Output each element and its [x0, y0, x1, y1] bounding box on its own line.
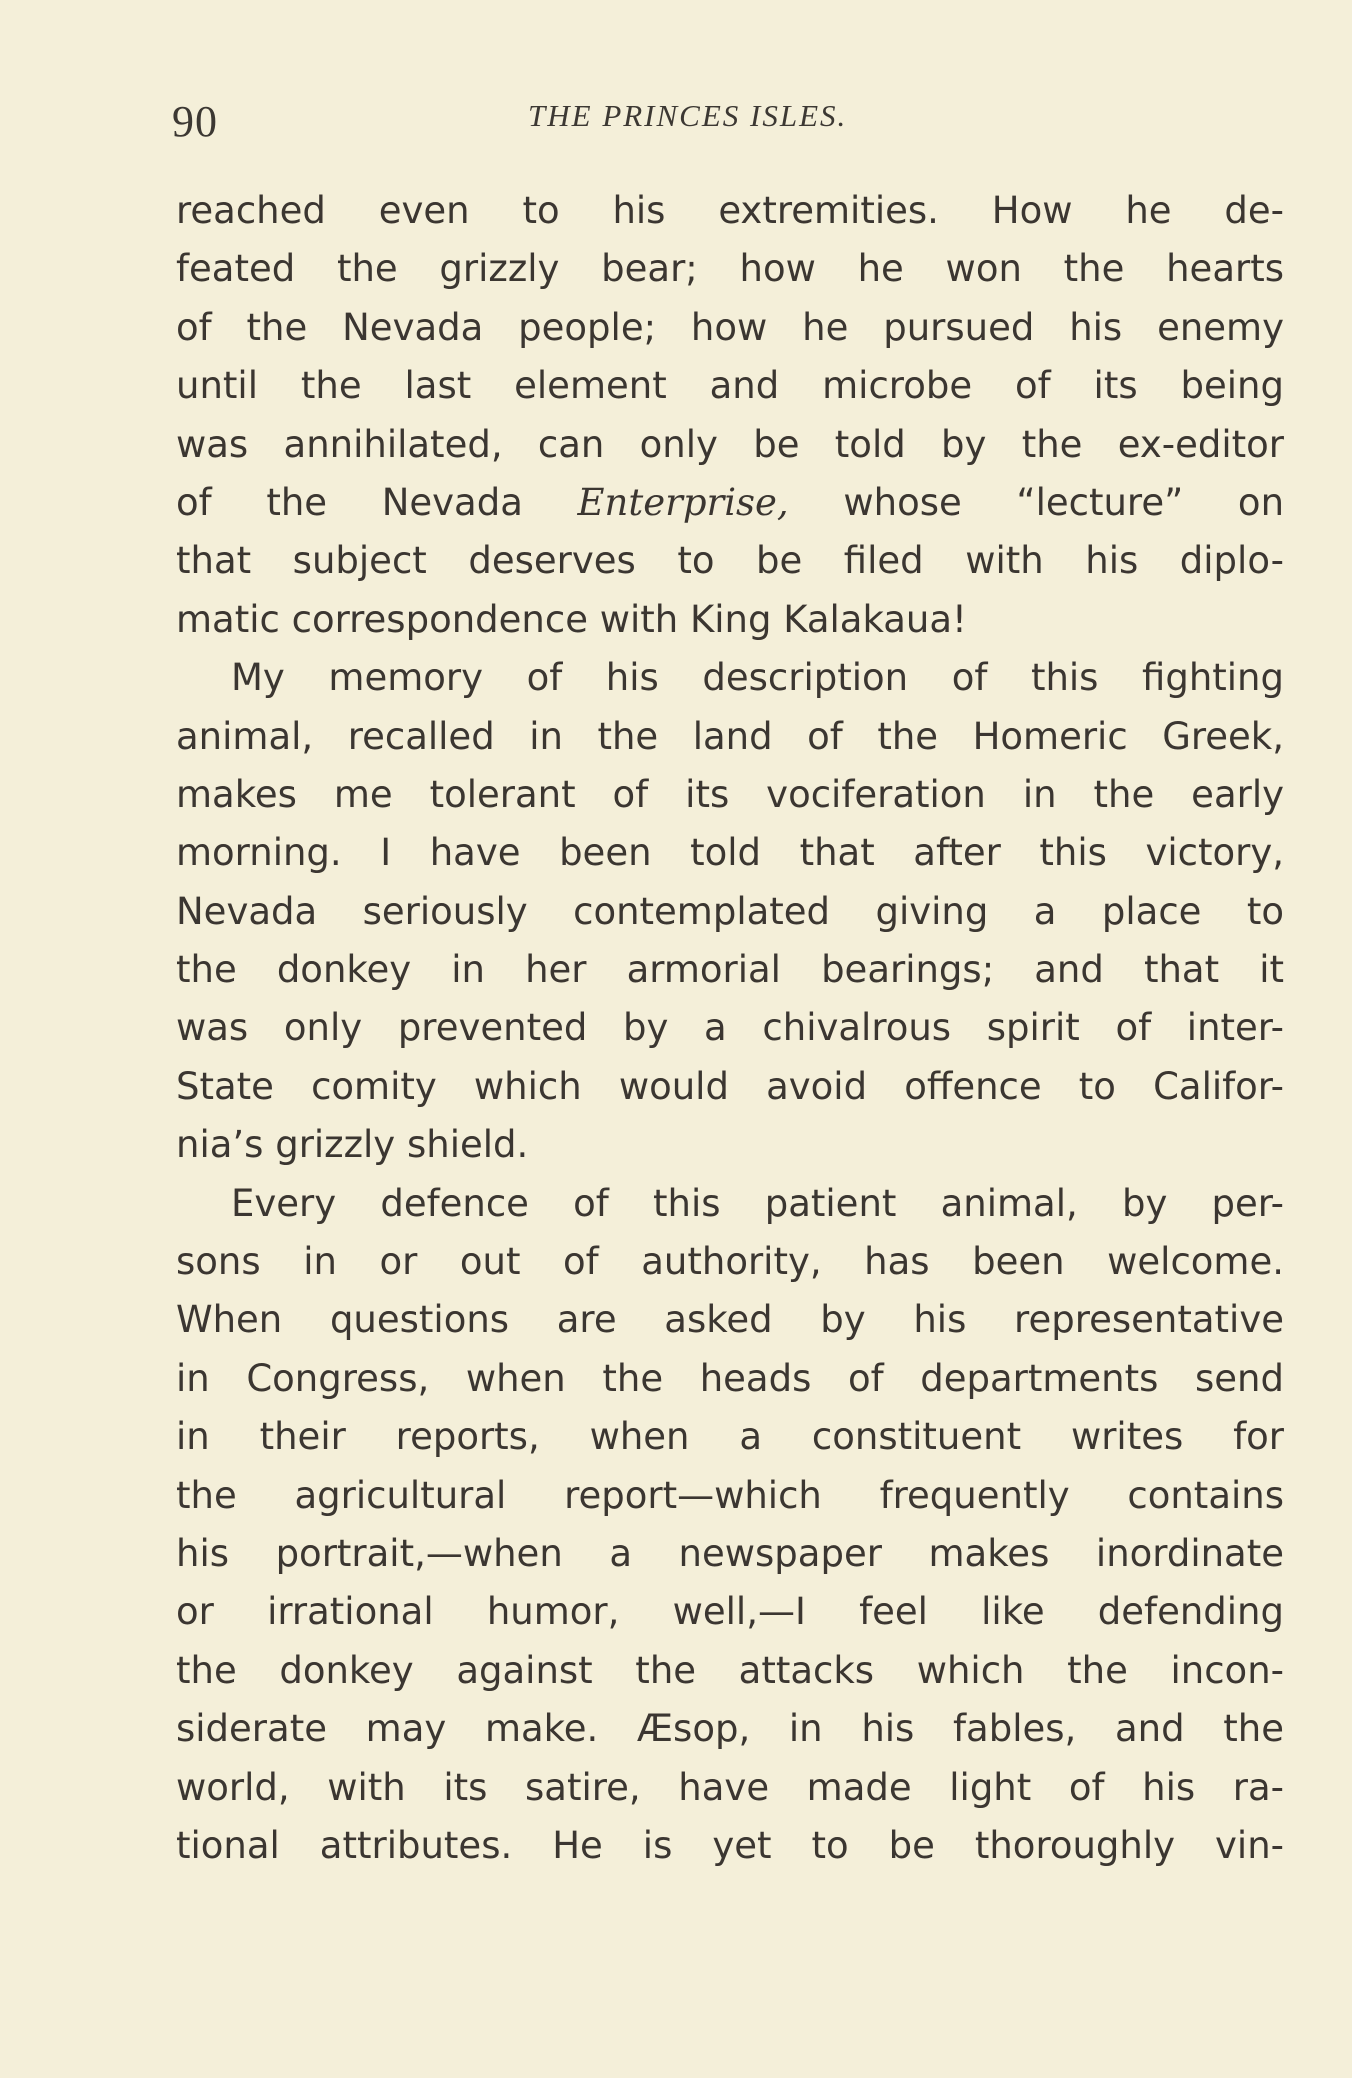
paragraph-start-line: My memory of his description of this fighting [231, 656, 1284, 700]
page-number: 90 [172, 97, 218, 146]
text-line: morning. I have been told that after this victory, [176, 831, 1284, 875]
text-line: When questions are asked by his representative [176, 1298, 1284, 1342]
text-line: until the last element and microbe of its being [176, 364, 1284, 408]
text-line: world, with its satire, have made light of his ra- [176, 1765, 1284, 1809]
text-line: that subject deserves to be filed with his diplo- [176, 539, 1284, 583]
text-line: sons in or out of authority, has been welcome. [176, 1240, 1284, 1284]
text-line: tional attributes. He is yet to be thoroughly vin- [176, 1823, 1284, 1867]
text-line: siderate may make. Æsop, in his fables, and the [176, 1707, 1284, 1751]
text-line: the agricultural report—which frequently contains [176, 1473, 1284, 1517]
text-fragment: of the Nevada [176, 480, 523, 524]
paragraph-start-line: Every defence of this patient animal, by per- [231, 1181, 1284, 1225]
text-line-with-italic [176, 474, 1284, 532]
text-line: animal, recalled in the land of the Homeric Greek, [176, 714, 1284, 758]
text-line: feated the grizzly bear; how he won the hearts [176, 247, 1284, 291]
text-line: his portrait,—when a newspaper makes inordinate [176, 1531, 1284, 1575]
text-line: matic correspondence with King Kalakaua! [176, 597, 967, 641]
italic-title-enterprise: Enterprise, [577, 480, 789, 524]
text-line: in their reports, when a constituent writes for [176, 1415, 1284, 1459]
text-line: was only prevented by a chivalrous spirit of inter- [176, 1006, 1284, 1050]
text-line: nia’s grizzly shield. [176, 1123, 529, 1167]
text-line: of the Nevada people; how he pursued his enemy [176, 305, 1284, 349]
text-line: in Congress, when the heads of departments send [176, 1356, 1284, 1400]
body-text [176, 182, 1284, 1875]
text-line: the donkey in her armorial bearings; and that it [176, 948, 1284, 992]
text-line: State comity which would avoid offence to Califor- [176, 1064, 1284, 1108]
text-line: reached even to his extremities. How he de- [176, 189, 1284, 232]
text-line: Nevada seriously contemplated giving a place to [176, 889, 1284, 933]
running-head: THE PRINCES ISLES. [528, 98, 848, 133]
text-line: was annihilated, can only be told by the ex-editor [176, 422, 1284, 466]
text-line: makes me tolerant of its vociferation in the early [176, 772, 1284, 816]
text-line: or irrational humor, well,—I feel like defending [176, 1590, 1284, 1634]
text-fragment: whose “lecture” on [843, 480, 1285, 524]
text-line: the donkey against the attacks which the incon- [176, 1648, 1284, 1692]
